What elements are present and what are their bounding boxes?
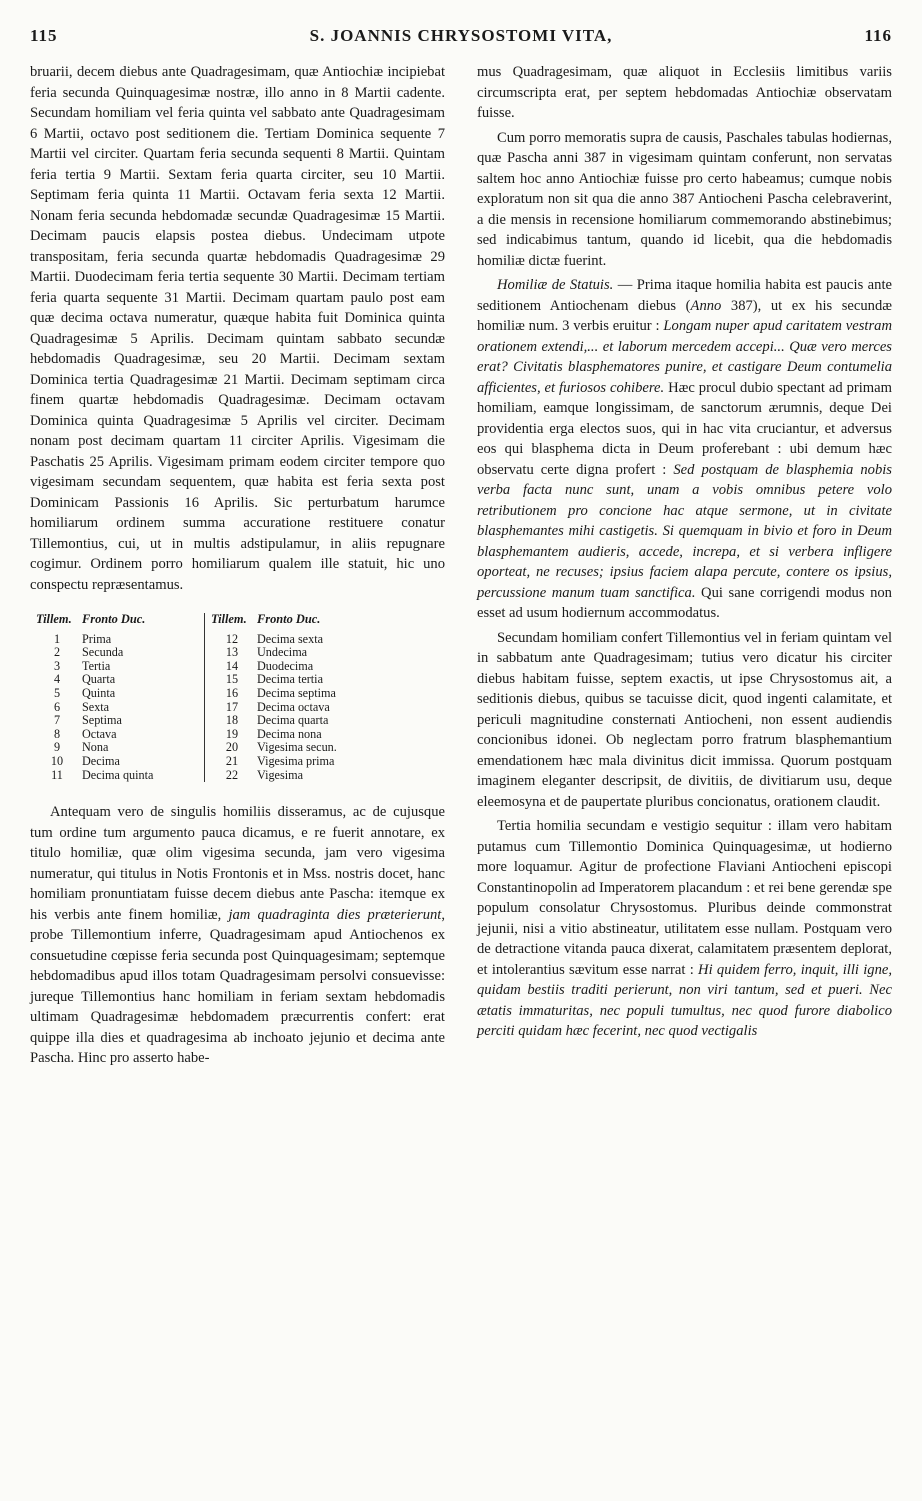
running-header bbox=[30, 20, 892, 50]
right-column bbox=[477, 62, 892, 1046]
text-run: , probe Tillemontium inferre, Quadragesimam apud Antiochenos ex consuetudine cœpisse feria secunda post Quinquagesimam; septemque hebdomadibus apud illos totam Quadragesimam persolvi consuevisse: jureque Tillemontius hanc homiliam in feriam sextam hebdomadis ultimam Quadragesimæ hebdomadem præcurrentis confert: erat quippe illa dies et quadragesima ab inchoato jejunio et decima ante Pascha. Hinc pro asserto habe- bbox=[30, 906, 445, 1067]
table-row bbox=[36, 701, 379, 715]
text-run: Antequam vero de singulis homiliis disseramus, ac de cujusque tum ordine tum argumento pauca dicamus, e re fuerit annotare, ex titulo homiliæ, quæ olim vigesima secunda, jam vero vigesima numeratur, qui titulus in Notis Frontonis et in Mss. nostris docet, hanc homiliam pronuntiatam fuisse decem diebus ante Pascha: itemque ex his verbis ante finem homiliæ, bbox=[30, 804, 445, 923]
running-title: S. JOANNIS CHRYSOSTOMI VITA, bbox=[309, 26, 613, 45]
tillem-number: 15 bbox=[225, 672, 239, 687]
fronto-name: Decima quarta bbox=[257, 713, 329, 728]
text-run: — Prima itaque homilia habita est paucis ante seditionem Antiochenam diebus ( bbox=[477, 277, 892, 314]
fronto-name: Septima bbox=[82, 713, 122, 728]
table-row bbox=[36, 769, 379, 783]
table-row bbox=[36, 755, 379, 769]
fronto-name: Decima quinta bbox=[82, 767, 154, 782]
tillem-number: 4 bbox=[53, 672, 61, 687]
paragraph: Cum porro memoratis supra de causis, Paschales tabulas hodiernas, quæ Pascha anni 387 in vigesimam quintam conferunt, non servatas saltem hoc anno Antiochiæ fuisse pro certo habeamus; cumque nobis exploratum non sit qua die anno 387 Antiocheni Pascha celebraverint, a die mensis in recensione homiliarum commemorando abstinebimus; sed indicabimus tantum, quando id licebit, qua die hebdomadis homiliæ dictæ fuerint. bbox=[477, 129, 892, 269]
tillem-number: 18 bbox=[225, 713, 239, 728]
paragraph: mus Quadragesimam, quæ aliquot in Ecclesiis limitibus variis circumscripta erat, per septem hebdomadas Antiochiæ observatam fuisse. bbox=[477, 64, 892, 121]
quotation: Longam nuper apud caritatem vestram orationem extendi,... et laborum mercedem accepi... Quæ vero merces erat? Civitatis blasphematores punire, et castigare Deum contumelia afficientes, et furiosos cohibere. bbox=[477, 318, 892, 396]
tillem-number: 22 bbox=[225, 767, 239, 782]
tillem-number: 9 bbox=[53, 740, 61, 755]
fronto-name: Duodecima bbox=[257, 658, 314, 673]
page-number-right: 116 bbox=[864, 26, 892, 45]
section-heading: Homiliæ de Statuis. bbox=[497, 277, 614, 293]
fronto-name: Quinta bbox=[82, 685, 116, 700]
tillem-number: 20 bbox=[225, 740, 239, 755]
column-header-fronto: Fronto Duc. bbox=[82, 612, 146, 626]
table-row bbox=[36, 741, 379, 755]
fronto-name: Vigesima secun. bbox=[257, 740, 337, 755]
table-body bbox=[36, 633, 379, 783]
text-columns bbox=[30, 62, 894, 1493]
fronto-name: Decima bbox=[82, 753, 120, 768]
paragraph bbox=[477, 275, 892, 624]
tillem-number: 3 bbox=[53, 658, 61, 673]
fronto-name: Vigesima bbox=[257, 767, 303, 782]
tillem-number: 21 bbox=[225, 753, 239, 768]
left-column bbox=[30, 62, 445, 1073]
tillem-number: 2 bbox=[53, 645, 61, 660]
tillem-number: 5 bbox=[53, 685, 61, 700]
table-header-row bbox=[36, 613, 379, 633]
fronto-name: Decima septima bbox=[257, 685, 336, 700]
tillem-number: 12 bbox=[225, 631, 239, 646]
fronto-name: Undecima bbox=[257, 645, 308, 660]
fronto-name: Quarta bbox=[82, 672, 116, 687]
table-row bbox=[36, 660, 379, 674]
fronto-name: Octava bbox=[82, 726, 117, 741]
table-row bbox=[36, 633, 379, 647]
tillem-number: 19 bbox=[225, 726, 239, 741]
text-run: Qui sane corrigendi modus non esset ad usum hodiernum accommodatus. bbox=[477, 584, 892, 621]
quotation: jam quadraginta dies præterierunt bbox=[228, 906, 442, 923]
paragraph bbox=[30, 802, 445, 1069]
tillem-number: 17 bbox=[225, 699, 239, 714]
column-header-tillem: Tillem. bbox=[211, 612, 247, 626]
table-row bbox=[36, 687, 379, 701]
table-row bbox=[36, 728, 379, 742]
text-run: Anno bbox=[690, 297, 722, 314]
tillem-number: 13 bbox=[225, 645, 239, 660]
text-run: 387), ut ex his secundæ homiliæ num. 3 verbis eruitur : bbox=[477, 297, 892, 334]
page-number-left: 115 bbox=[30, 26, 58, 45]
column-header-fronto: Fronto Duc. bbox=[257, 612, 321, 626]
fronto-name: Tertia bbox=[82, 658, 111, 673]
column-header-tillem: Tillem. bbox=[36, 612, 72, 626]
table-row bbox=[36, 714, 379, 728]
table-row bbox=[36, 673, 379, 687]
fronto-name: Decima tertia bbox=[257, 672, 323, 687]
fronto-name: Decima octava bbox=[257, 699, 330, 714]
fronto-name: Prima bbox=[82, 631, 112, 646]
quotation: Hi quidem ferro, inquit, illi igne, quidam bestiis traditi perierunt, non viri tantum, sed et pueri. Nec ætatis immaturitas, nec populi tumultus, nec quod furore diabolico perciti quidam hæc fecerint, nec quod vectigalis bbox=[477, 961, 892, 1039]
homily-concordance-table bbox=[36, 613, 379, 782]
fronto-name: Decima nona bbox=[257, 726, 322, 741]
fronto-name: Nona bbox=[82, 740, 109, 755]
tillem-number: 6 bbox=[53, 699, 61, 714]
tillem-number: 8 bbox=[53, 726, 61, 741]
text-run: Hæc procul dubio spectant ad primam homiliam, eamque longissimam, de sanctorum ærumnis, deque Dei providentia erga electos suos, qui in hac vita cruciantur, et adversus eos qui blasphema dicta in Deum proferebant : ubi demum hæc observatu certe digna profert : bbox=[477, 379, 892, 478]
tillem-number: 10 bbox=[50, 753, 64, 768]
tillem-number: 11 bbox=[51, 767, 63, 782]
tillem-number: 14 bbox=[225, 658, 239, 673]
paragraph: Secundam homiliam confert Tillemontius vel in feriam quintam vel in sabbatum ante Quadragesimam; tutius vero dicatur his circiter diebus habitam fuisse, septem exactis, ut ipse Chrysostomus ait, a seditionis diebus, quibus se tacuisse dicit, quod ingenti calamitate, et periculi magnitudine consternati Antiocheni, non essent audiendis concionibus idonei. Ob neglectam porro fratrum blasphemantium emendationem hæc mala divinitus dicit immissa. Quorum postquam imaginem eleganter descripsit, de divitiis, de divitiarum usu, deque eleemosyna et de paupertate pluribus concionatus, orationem claudit. bbox=[477, 629, 892, 810]
fronto-name: Secunda bbox=[82, 645, 124, 660]
tillem-number: 7 bbox=[53, 713, 61, 728]
table-row bbox=[36, 646, 379, 660]
fronto-name: Sexta bbox=[82, 699, 110, 714]
quotation: Sed postquam de blasphemia nobis verba facta nunc sunt, unam a vobis omnibus petere volo retributionem pro concione hac atque sermone, ut in civitate blasphemantes mihi castigetis. Si quemquam in bivio et foro in Deum blasphemantem audieris, accede, increpa, et si verbera infligere oporteat, ne recuses; ipsius faciem alapa percute, contere os ipsius, percussione manum tuam sanctifica. bbox=[477, 461, 892, 601]
paragraph bbox=[477, 816, 892, 1042]
text-run: Tertia homilia secundam e vestigio sequitur : illam vero habitam putamus cum Tillemontio Dominica Quinquagesimæ, ut hodierno more loquamur. Agitur de profectione Flaviani Antiocheni episcopi Constantinopolin ad Imperatorem placandum : et rei bene gerendæ spe populum consolatur Chrysostomus. Pluribus deinde commonstrat jejunii, nisi a vitio abstineatur, utilitatem esse nullam. Postquam vero de detractione vitanda pauca dixerat, calamitatem præsentem deplorat, et intolerantius sævitum esse narrat : bbox=[477, 818, 892, 978]
tillem-number: 1 bbox=[53, 631, 61, 646]
fronto-name: Decima sexta bbox=[257, 631, 323, 646]
fronto-name: Vigesima prima bbox=[257, 753, 335, 768]
paragraph: bruarii, decem diebus ante Quadragesimam, quæ Antiochiæ incipiebat feria secunda Quinquagesimæ nostræ, illo anno in 8 Martii cadente. Secundam homiliam vel feria quinta vel sabbato ante Quadragesimam 6 Martii, octavo post seditionem die. Tertiam Dominica sequente 7 Martii vel circiter. Quartam feria secunda sequenti 8 Martii. Quintam feria tertia 9 Martii. Sextam feria quarta circiter, seu 10 Martii. Septimam feria quinta 11 Martii. Octavam feria sexta 12 Martii. Nonam feria secunda hebdomadæ secundæ Quadragesimæ 15 Martii. Decimam paucis elapsis postea diebus. Undecimam utpote transpositam, feria secunda quartæ hebdomadis Quadragesimæ 29 Martii. Duodecimam feria tertia sequente 30 Martii. Decimam tertiam feria quarta sequente 31 Martii. Decimam quartam paulo post eam quæ decima octava numeratur, quæque habita fuit Dominica quinta Quadragesimæ 5 Aprilis. Decimam quintam sabbato secundæ hebdomadis Quadragesimæ, seu 20 Martii. Decimam sextam Dominica tertia Quadragesimæ 21 Martii. Decimam septimam circa finem quartæ hebdomadis Quadragesimæ. Decimam octavam Dominica quinta Quadragesimæ 5 Aprilis vel circiter. Decimam nonam post decimam quartam 11 circiter Aprilis. Vigesimam die Paschatis 25 Aprilis. Vigesimam primam eodem circiter tempore quo vigesimam secundam sequentem, quæ habita est feria sexta post Dominicam Passionis 16 Aprilis. Sic perturbatum harumce homiliarum ordinem summa accuratione restituere conatur Tillemontius, cui, ut in multis adstipulamur, in aliis repugnare cogimur. Ordinem porro homiliarum qualem ille statuit, hic uno conspectu repræsentamus. bbox=[30, 64, 445, 593]
tillem-number: 16 bbox=[225, 685, 239, 700]
